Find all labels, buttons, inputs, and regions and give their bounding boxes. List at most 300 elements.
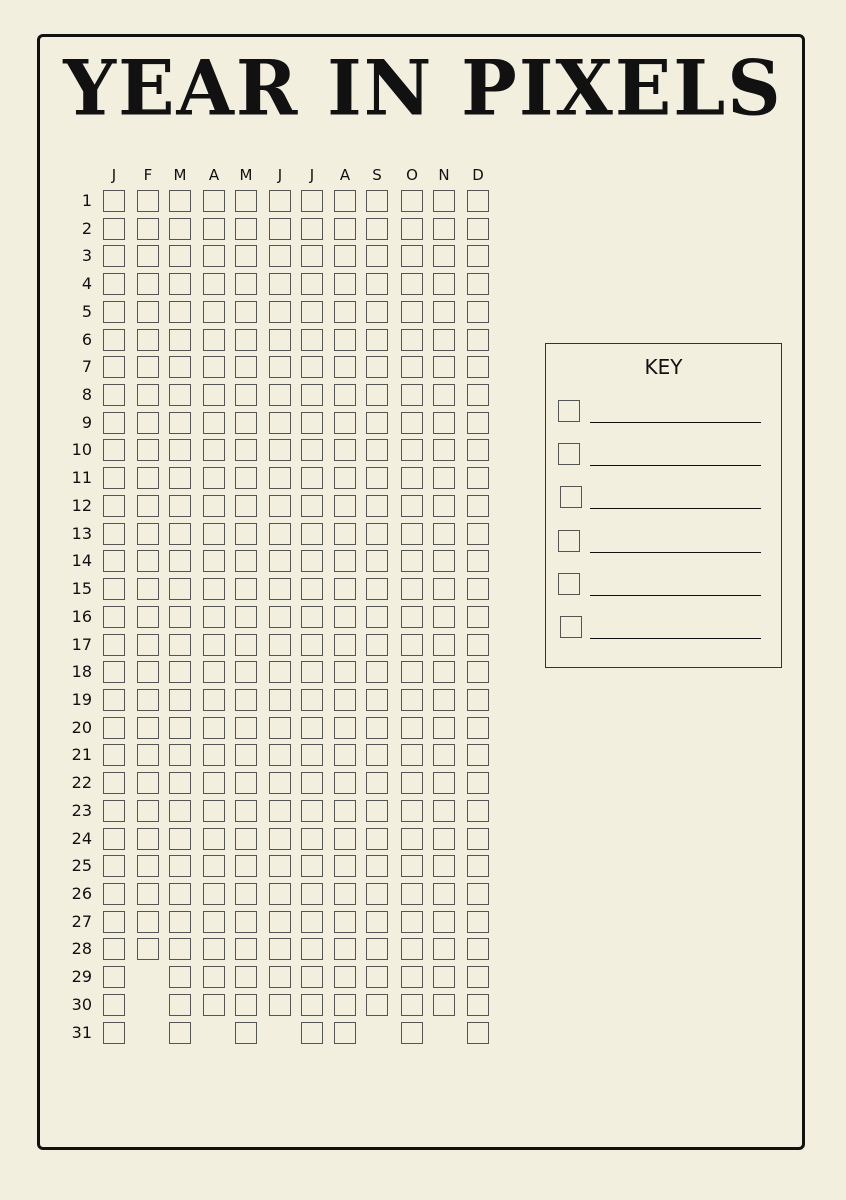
pixel-cell[interactable] — [137, 190, 159, 212]
pixel-cell[interactable] — [203, 550, 225, 572]
pixel-cell[interactable] — [235, 190, 257, 212]
key-swatch[interactable] — [558, 530, 580, 552]
pixel-cell[interactable] — [433, 439, 455, 461]
pixel-cell[interactable] — [137, 523, 159, 545]
pixel-cell[interactable] — [401, 412, 423, 434]
pixel-cell[interactable] — [137, 495, 159, 517]
pixel-cell[interactable] — [269, 467, 291, 489]
pixel-cell[interactable] — [467, 938, 489, 960]
pixel-cell[interactable] — [103, 661, 125, 683]
pixel-cell[interactable] — [433, 606, 455, 628]
pixel-cell[interactable] — [103, 1022, 125, 1044]
key-entry-line[interactable] — [590, 595, 761, 596]
pixel-cell[interactable] — [203, 384, 225, 406]
pixel-cell[interactable] — [401, 329, 423, 351]
pixel-cell[interactable] — [433, 883, 455, 905]
pixel-cell[interactable] — [235, 855, 257, 877]
pixel-cell[interactable] — [366, 911, 388, 933]
pixel-cell[interactable] — [401, 661, 423, 683]
pixel-cell[interactable] — [433, 329, 455, 351]
pixel-cell[interactable] — [301, 439, 323, 461]
pixel-cell[interactable] — [301, 301, 323, 323]
pixel-cell[interactable] — [433, 412, 455, 434]
pixel-cell[interactable] — [334, 329, 356, 351]
pixel-cell[interactable] — [235, 329, 257, 351]
pixel-cell[interactable] — [235, 412, 257, 434]
pixel-cell[interactable] — [366, 883, 388, 905]
pixel-cell[interactable] — [169, 744, 191, 766]
pixel-cell[interactable] — [137, 911, 159, 933]
pixel-cell[interactable] — [103, 190, 125, 212]
pixel-cell[interactable] — [401, 384, 423, 406]
pixel-cell[interactable] — [169, 550, 191, 572]
pixel-cell[interactable] — [334, 800, 356, 822]
pixel-cell[interactable] — [334, 966, 356, 988]
pixel-cell[interactable] — [103, 218, 125, 240]
pixel-cell[interactable] — [366, 356, 388, 378]
pixel-cell[interactable] — [401, 467, 423, 489]
pixel-cell[interactable] — [401, 273, 423, 295]
pixel-cell[interactable] — [334, 772, 356, 794]
pixel-cell[interactable] — [301, 800, 323, 822]
pixel-cell[interactable] — [366, 495, 388, 517]
pixel-cell[interactable] — [103, 994, 125, 1016]
pixel-cell[interactable] — [203, 245, 225, 267]
pixel-cell[interactable] — [203, 495, 225, 517]
pixel-cell[interactable] — [334, 1022, 356, 1044]
pixel-cell[interactable] — [467, 329, 489, 351]
pixel-cell[interactable] — [203, 717, 225, 739]
pixel-cell[interactable] — [433, 828, 455, 850]
pixel-cell[interactable] — [401, 578, 423, 600]
pixel-cell[interactable] — [401, 828, 423, 850]
pixel-cell[interactable] — [169, 800, 191, 822]
pixel-cell[interactable] — [203, 828, 225, 850]
pixel-cell[interactable] — [235, 717, 257, 739]
pixel-cell[interactable] — [401, 717, 423, 739]
pixel-cell[interactable] — [137, 772, 159, 794]
pixel-cell[interactable] — [203, 218, 225, 240]
pixel-cell[interactable] — [467, 467, 489, 489]
key-entry-line[interactable] — [590, 638, 761, 639]
pixel-cell[interactable] — [103, 966, 125, 988]
pixel-cell[interactable] — [169, 661, 191, 683]
pixel-cell[interactable] — [366, 439, 388, 461]
pixel-cell[interactable] — [269, 273, 291, 295]
pixel-cell[interactable] — [467, 1022, 489, 1044]
pixel-cell[interactable] — [433, 717, 455, 739]
pixel-cell[interactable] — [334, 855, 356, 877]
pixel-cell[interactable] — [366, 578, 388, 600]
pixel-cell[interactable] — [235, 495, 257, 517]
pixel-cell[interactable] — [203, 190, 225, 212]
pixel-cell[interactable] — [103, 606, 125, 628]
pixel-cell[interactable] — [103, 634, 125, 656]
pixel-cell[interactable] — [169, 717, 191, 739]
pixel-cell[interactable] — [467, 523, 489, 545]
pixel-cell[interactable] — [269, 634, 291, 656]
pixel-cell[interactable] — [366, 412, 388, 434]
pixel-cell[interactable] — [137, 938, 159, 960]
pixel-cell[interactable] — [334, 495, 356, 517]
pixel-cell[interactable] — [269, 550, 291, 572]
pixel-cell[interactable] — [103, 578, 125, 600]
pixel-cell[interactable] — [203, 578, 225, 600]
pixel-cell[interactable] — [235, 772, 257, 794]
pixel-cell[interactable] — [467, 578, 489, 600]
pixel-cell[interactable] — [433, 855, 455, 877]
pixel-cell[interactable] — [366, 828, 388, 850]
pixel-cell[interactable] — [467, 911, 489, 933]
pixel-cell[interactable] — [401, 744, 423, 766]
pixel-cell[interactable] — [169, 883, 191, 905]
pixel-cell[interactable] — [169, 218, 191, 240]
key-swatch[interactable] — [560, 616, 582, 638]
pixel-cell[interactable] — [433, 744, 455, 766]
pixel-cell[interactable] — [401, 439, 423, 461]
pixel-cell[interactable] — [169, 245, 191, 267]
pixel-cell[interactable] — [433, 550, 455, 572]
pixel-cell[interactable] — [103, 717, 125, 739]
pixel-cell[interactable] — [334, 689, 356, 711]
pixel-cell[interactable] — [467, 744, 489, 766]
pixel-cell[interactable] — [401, 1022, 423, 1044]
pixel-cell[interactable] — [467, 883, 489, 905]
pixel-cell[interactable] — [433, 245, 455, 267]
pixel-cell[interactable] — [169, 1022, 191, 1044]
pixel-cell[interactable] — [301, 412, 323, 434]
pixel-cell[interactable] — [433, 273, 455, 295]
pixel-cell[interactable] — [137, 800, 159, 822]
pixel-cell[interactable] — [103, 550, 125, 572]
pixel-cell[interactable] — [269, 828, 291, 850]
pixel-cell[interactable] — [433, 938, 455, 960]
pixel-cell[interactable] — [137, 245, 159, 267]
pixel-cell[interactable] — [269, 218, 291, 240]
key-entry-line[interactable] — [590, 465, 761, 466]
pixel-cell[interactable] — [235, 578, 257, 600]
pixel-cell[interactable] — [301, 855, 323, 877]
pixel-cell[interactable] — [401, 301, 423, 323]
pixel-cell[interactable] — [366, 190, 388, 212]
pixel-cell[interactable] — [169, 828, 191, 850]
pixel-cell[interactable] — [103, 800, 125, 822]
pixel-cell[interactable] — [269, 523, 291, 545]
pixel-cell[interactable] — [366, 744, 388, 766]
pixel-cell[interactable] — [269, 606, 291, 628]
pixel-cell[interactable] — [137, 218, 159, 240]
pixel-cell[interactable] — [235, 938, 257, 960]
pixel-cell[interactable] — [103, 744, 125, 766]
pixel-cell[interactable] — [467, 245, 489, 267]
pixel-cell[interactable] — [401, 245, 423, 267]
pixel-cell[interactable] — [235, 301, 257, 323]
pixel-cell[interactable] — [433, 911, 455, 933]
pixel-cell[interactable] — [433, 634, 455, 656]
pixel-cell[interactable] — [269, 772, 291, 794]
pixel-cell[interactable] — [269, 495, 291, 517]
pixel-cell[interactable] — [467, 412, 489, 434]
pixel-cell[interactable] — [235, 439, 257, 461]
pixel-cell[interactable] — [301, 828, 323, 850]
pixel-cell[interactable] — [401, 606, 423, 628]
pixel-cell[interactable] — [137, 301, 159, 323]
pixel-cell[interactable] — [366, 994, 388, 1016]
pixel-cell[interactable] — [433, 218, 455, 240]
pixel-cell[interactable] — [137, 273, 159, 295]
pixel-cell[interactable] — [301, 717, 323, 739]
pixel-cell[interactable] — [103, 883, 125, 905]
pixel-cell[interactable] — [269, 412, 291, 434]
pixel-cell[interactable] — [366, 855, 388, 877]
pixel-cell[interactable] — [137, 828, 159, 850]
pixel-cell[interactable] — [235, 467, 257, 489]
pixel-cell[interactable] — [301, 938, 323, 960]
pixel-cell[interactable] — [433, 384, 455, 406]
pixel-cell[interactable] — [103, 523, 125, 545]
pixel-cell[interactable] — [366, 938, 388, 960]
pixel-cell[interactable] — [269, 911, 291, 933]
pixel-cell[interactable] — [334, 301, 356, 323]
pixel-cell[interactable] — [301, 218, 323, 240]
pixel-cell[interactable] — [366, 329, 388, 351]
pixel-cell[interactable] — [467, 273, 489, 295]
pixel-cell[interactable] — [301, 689, 323, 711]
pixel-cell[interactable] — [467, 772, 489, 794]
pixel-cell[interactable] — [433, 661, 455, 683]
pixel-cell[interactable] — [334, 661, 356, 683]
pixel-cell[interactable] — [467, 439, 489, 461]
pixel-cell[interactable] — [301, 772, 323, 794]
pixel-cell[interactable] — [269, 439, 291, 461]
pixel-cell[interactable] — [366, 550, 388, 572]
pixel-cell[interactable] — [235, 1022, 257, 1044]
pixel-cell[interactable] — [137, 329, 159, 351]
pixel-cell[interactable] — [433, 966, 455, 988]
pixel-cell[interactable] — [401, 994, 423, 1016]
pixel-cell[interactable] — [235, 218, 257, 240]
pixel-cell[interactable] — [301, 523, 323, 545]
pixel-cell[interactable] — [334, 190, 356, 212]
pixel-cell[interactable] — [433, 994, 455, 1016]
pixel-cell[interactable] — [301, 356, 323, 378]
pixel-cell[interactable] — [169, 439, 191, 461]
pixel-cell[interactable] — [334, 744, 356, 766]
pixel-cell[interactable] — [334, 938, 356, 960]
pixel-cell[interactable] — [169, 523, 191, 545]
pixel-cell[interactable] — [203, 412, 225, 434]
pixel-cell[interactable] — [137, 550, 159, 572]
pixel-cell[interactable] — [203, 772, 225, 794]
pixel-cell[interactable] — [169, 606, 191, 628]
pixel-cell[interactable] — [269, 329, 291, 351]
pixel-cell[interactable] — [269, 578, 291, 600]
pixel-cell[interactable] — [269, 855, 291, 877]
pixel-cell[interactable] — [103, 495, 125, 517]
pixel-cell[interactable] — [467, 855, 489, 877]
pixel-cell[interactable] — [334, 412, 356, 434]
pixel-cell[interactable] — [235, 828, 257, 850]
pixel-cell[interactable] — [269, 356, 291, 378]
pixel-cell[interactable] — [169, 966, 191, 988]
pixel-cell[interactable] — [334, 828, 356, 850]
pixel-cell[interactable] — [334, 384, 356, 406]
pixel-cell[interactable] — [467, 661, 489, 683]
pixel-cell[interactable] — [334, 523, 356, 545]
pixel-cell[interactable] — [366, 689, 388, 711]
pixel-cell[interactable] — [269, 744, 291, 766]
pixel-cell[interactable] — [467, 218, 489, 240]
pixel-cell[interactable] — [137, 412, 159, 434]
pixel-cell[interactable] — [103, 412, 125, 434]
pixel-cell[interactable] — [401, 911, 423, 933]
pixel-cell[interactable] — [235, 384, 257, 406]
pixel-cell[interactable] — [301, 329, 323, 351]
pixel-cell[interactable] — [169, 911, 191, 933]
pixel-cell[interactable] — [467, 634, 489, 656]
pixel-cell[interactable] — [235, 356, 257, 378]
pixel-cell[interactable] — [103, 689, 125, 711]
pixel-cell[interactable] — [366, 245, 388, 267]
pixel-cell[interactable] — [137, 634, 159, 656]
pixel-cell[interactable] — [301, 966, 323, 988]
pixel-cell[interactable] — [334, 578, 356, 600]
pixel-cell[interactable] — [203, 439, 225, 461]
pixel-cell[interactable] — [137, 467, 159, 489]
key-swatch[interactable] — [558, 400, 580, 422]
pixel-cell[interactable] — [334, 606, 356, 628]
key-swatch[interactable] — [560, 486, 582, 508]
pixel-cell[interactable] — [169, 384, 191, 406]
pixel-cell[interactable] — [169, 412, 191, 434]
pixel-cell[interactable] — [401, 495, 423, 517]
pixel-cell[interactable] — [301, 467, 323, 489]
pixel-cell[interactable] — [103, 938, 125, 960]
key-entry-line[interactable] — [590, 508, 761, 509]
pixel-cell[interactable] — [467, 495, 489, 517]
pixel-cell[interactable] — [301, 994, 323, 1016]
pixel-cell[interactable] — [433, 301, 455, 323]
pixel-cell[interactable] — [235, 911, 257, 933]
pixel-cell[interactable] — [235, 800, 257, 822]
pixel-cell[interactable] — [169, 329, 191, 351]
pixel-cell[interactable] — [334, 550, 356, 572]
pixel-cell[interactable] — [334, 717, 356, 739]
pixel-cell[interactable] — [269, 966, 291, 988]
pixel-cell[interactable] — [169, 938, 191, 960]
pixel-cell[interactable] — [401, 634, 423, 656]
pixel-cell[interactable] — [137, 689, 159, 711]
pixel-cell[interactable] — [401, 689, 423, 711]
pixel-cell[interactable] — [103, 828, 125, 850]
pixel-cell[interactable] — [169, 467, 191, 489]
pixel-cell[interactable] — [169, 689, 191, 711]
pixel-cell[interactable] — [235, 245, 257, 267]
pixel-cell[interactable] — [467, 301, 489, 323]
pixel-cell[interactable] — [301, 550, 323, 572]
pixel-cell[interactable] — [301, 1022, 323, 1044]
pixel-cell[interactable] — [433, 190, 455, 212]
pixel-cell[interactable] — [301, 606, 323, 628]
pixel-cell[interactable] — [203, 467, 225, 489]
pixel-cell[interactable] — [269, 717, 291, 739]
pixel-cell[interactable] — [401, 772, 423, 794]
pixel-cell[interactable] — [203, 606, 225, 628]
pixel-cell[interactable] — [467, 689, 489, 711]
pixel-cell[interactable] — [235, 273, 257, 295]
pixel-cell[interactable] — [169, 273, 191, 295]
pixel-cell[interactable] — [235, 550, 257, 572]
pixel-cell[interactable] — [301, 744, 323, 766]
pixel-cell[interactable] — [301, 384, 323, 406]
pixel-cell[interactable] — [269, 301, 291, 323]
pixel-cell[interactable] — [366, 523, 388, 545]
pixel-cell[interactable] — [235, 994, 257, 1016]
pixel-cell[interactable] — [433, 800, 455, 822]
pixel-cell[interactable] — [433, 495, 455, 517]
pixel-cell[interactable] — [467, 606, 489, 628]
pixel-cell[interactable] — [169, 578, 191, 600]
pixel-cell[interactable] — [401, 356, 423, 378]
pixel-cell[interactable] — [433, 578, 455, 600]
pixel-cell[interactable] — [467, 717, 489, 739]
pixel-cell[interactable] — [235, 661, 257, 683]
pixel-cell[interactable] — [334, 634, 356, 656]
pixel-cell[interactable] — [366, 634, 388, 656]
pixel-cell[interactable] — [169, 772, 191, 794]
pixel-cell[interactable] — [334, 911, 356, 933]
pixel-cell[interactable] — [103, 356, 125, 378]
pixel-cell[interactable] — [103, 329, 125, 351]
pixel-cell[interactable] — [366, 273, 388, 295]
pixel-cell[interactable] — [401, 550, 423, 572]
pixel-cell[interactable] — [137, 744, 159, 766]
pixel-cell[interactable] — [103, 772, 125, 794]
pixel-cell[interactable] — [366, 606, 388, 628]
pixel-cell[interactable] — [366, 301, 388, 323]
pixel-cell[interactable] — [103, 273, 125, 295]
pixel-cell[interactable] — [301, 495, 323, 517]
pixel-cell[interactable] — [467, 550, 489, 572]
pixel-cell[interactable] — [269, 689, 291, 711]
pixel-cell[interactable] — [366, 467, 388, 489]
pixel-cell[interactable] — [467, 994, 489, 1016]
pixel-cell[interactable] — [334, 883, 356, 905]
pixel-cell[interactable] — [401, 800, 423, 822]
pixel-cell[interactable] — [203, 356, 225, 378]
pixel-cell[interactable] — [433, 523, 455, 545]
pixel-cell[interactable] — [334, 273, 356, 295]
pixel-cell[interactable] — [137, 883, 159, 905]
pixel-cell[interactable] — [169, 855, 191, 877]
pixel-cell[interactable] — [467, 800, 489, 822]
pixel-cell[interactable] — [203, 855, 225, 877]
pixel-cell[interactable] — [137, 855, 159, 877]
pixel-cell[interactable] — [433, 772, 455, 794]
pixel-cell[interactable] — [401, 966, 423, 988]
pixel-cell[interactable] — [334, 356, 356, 378]
pixel-cell[interactable] — [169, 634, 191, 656]
pixel-cell[interactable] — [301, 661, 323, 683]
pixel-cell[interactable] — [203, 994, 225, 1016]
key-swatch[interactable] — [558, 573, 580, 595]
pixel-cell[interactable] — [169, 190, 191, 212]
pixel-cell[interactable] — [334, 439, 356, 461]
pixel-cell[interactable] — [235, 966, 257, 988]
pixel-cell[interactable] — [366, 661, 388, 683]
pixel-cell[interactable] — [203, 911, 225, 933]
pixel-cell[interactable] — [169, 495, 191, 517]
